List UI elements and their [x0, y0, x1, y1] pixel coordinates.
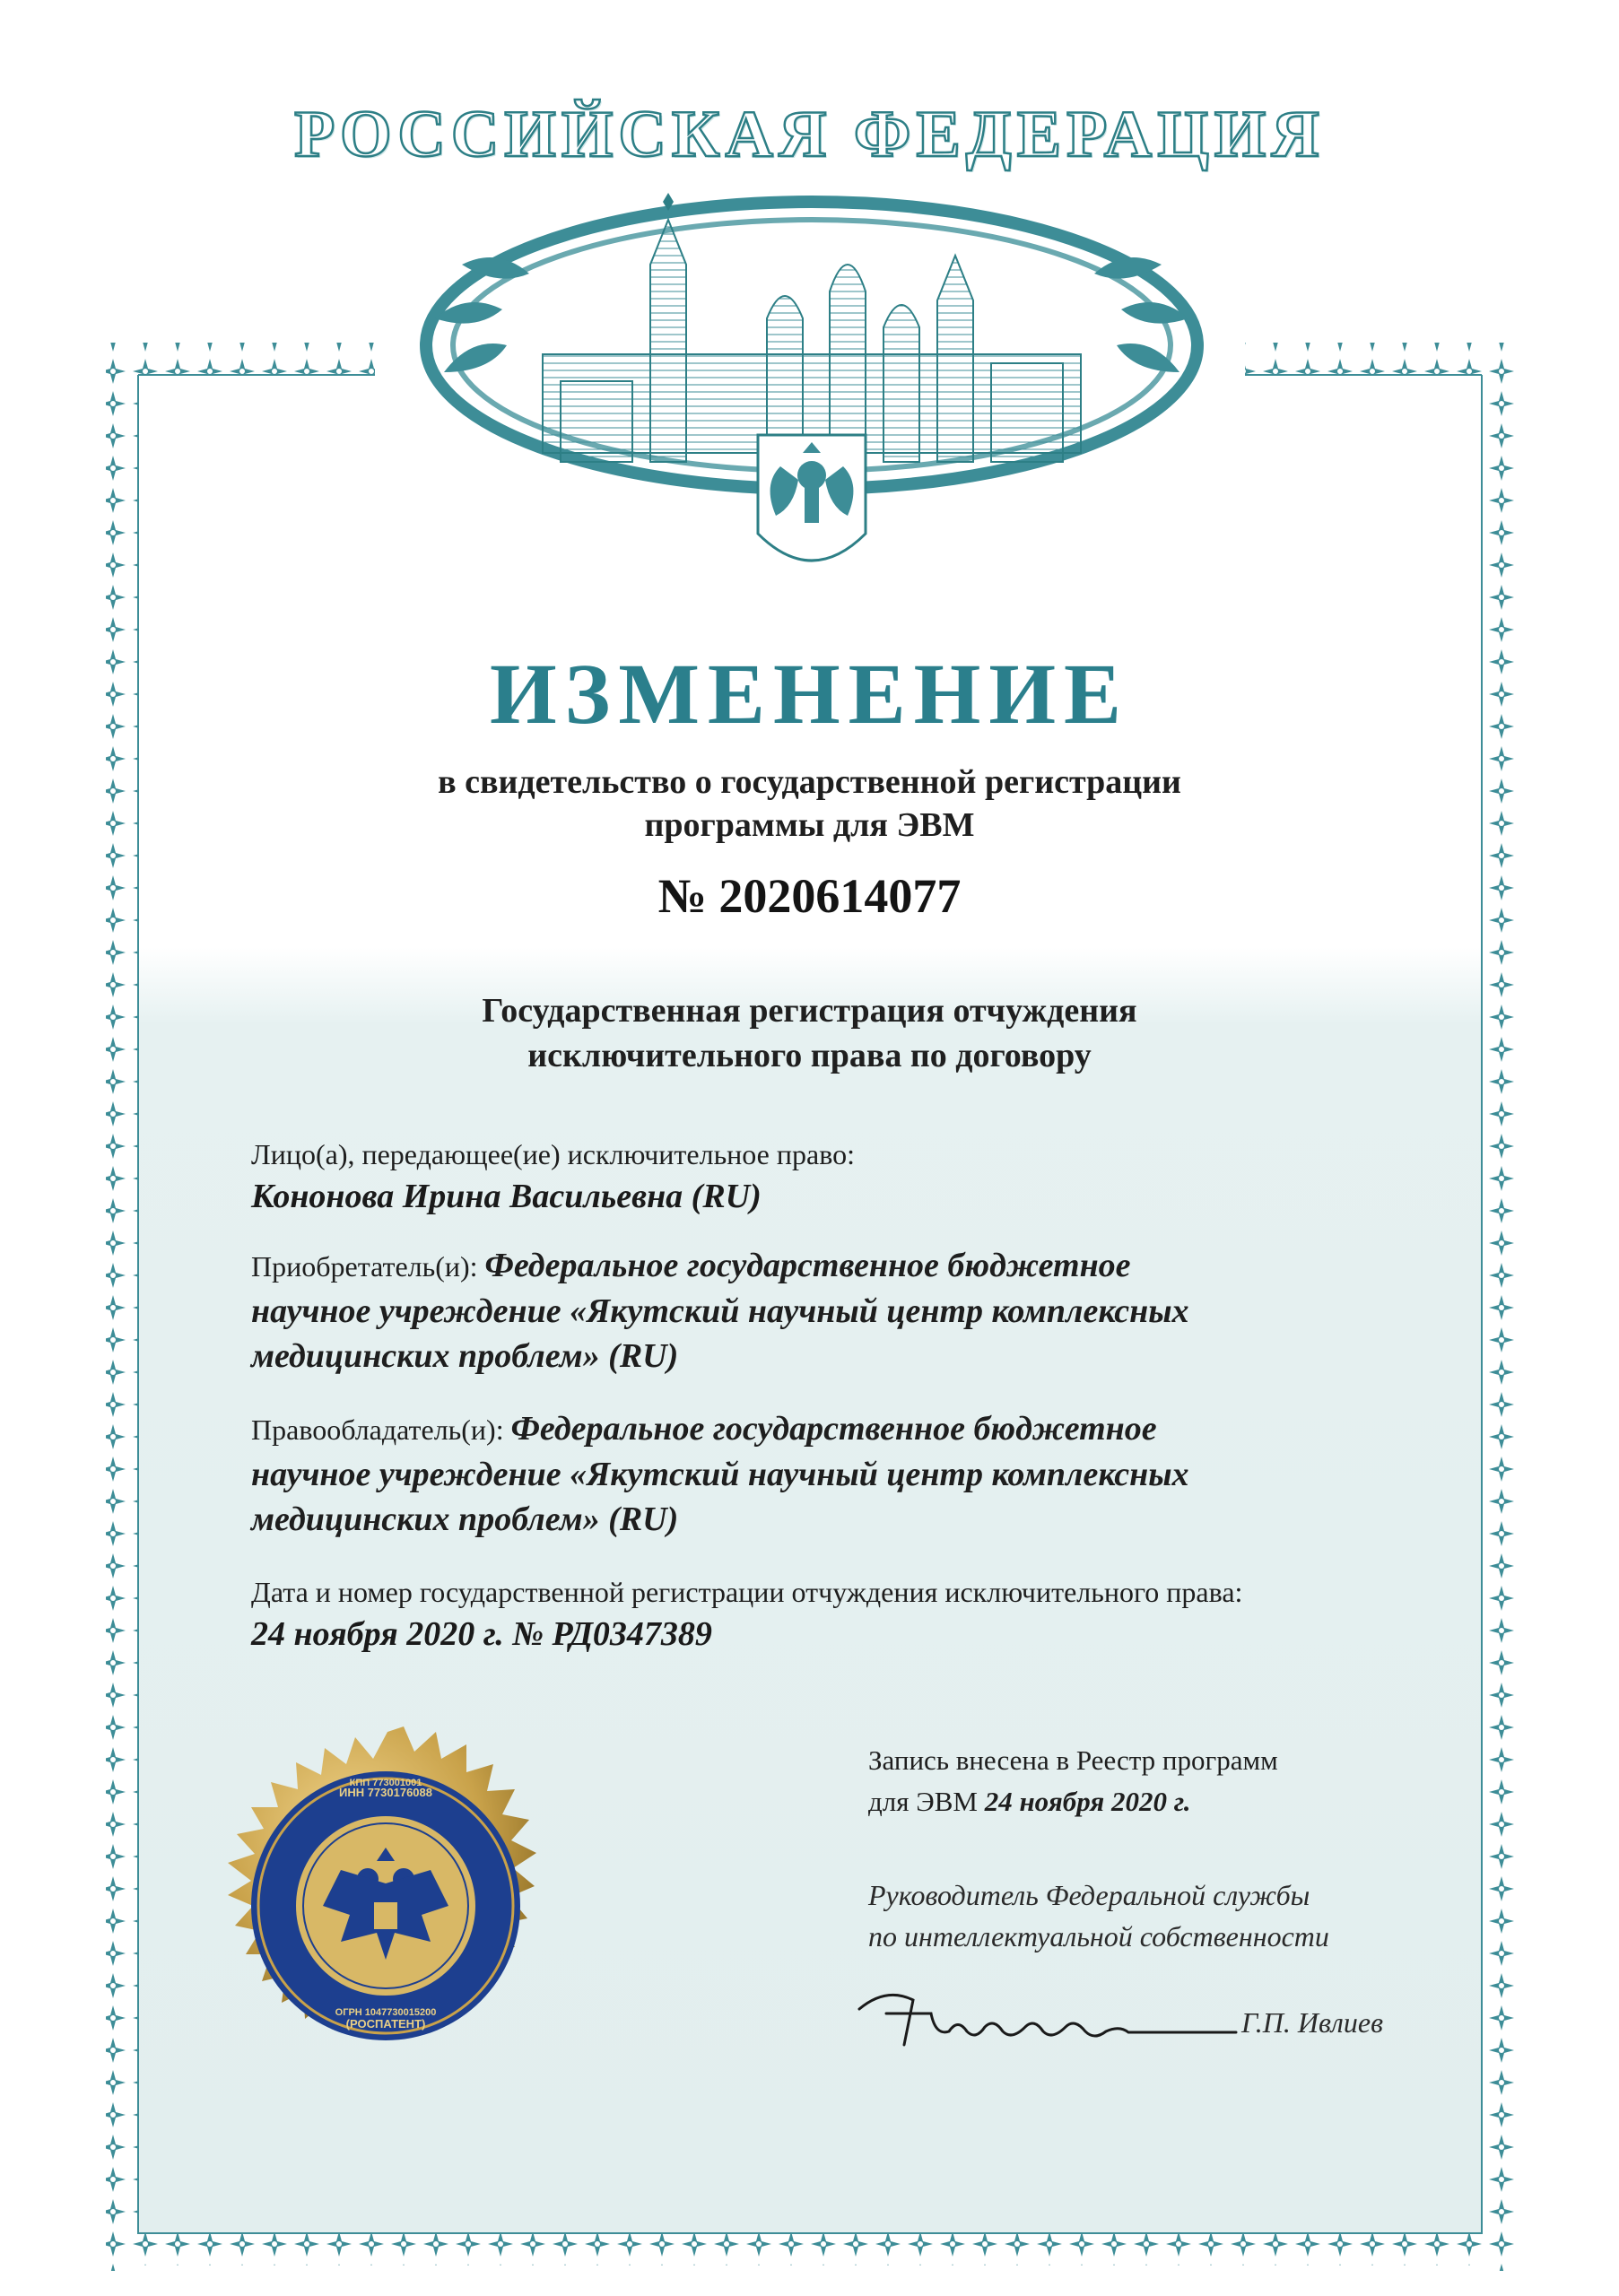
acquirer-value-line: медицинских проблем» (RU) — [251, 1337, 679, 1375]
document-title: ИЗМЕНЕНИЕ — [489, 646, 1130, 742]
acquirer-value-line: Федеральное государственное бюджетное — [484, 1247, 1131, 1284]
registry-date: 24 ноября 2020 г. — [984, 1786, 1191, 1817]
holder-value-line: медицинских проблем» (RU) — [251, 1500, 679, 1538]
registry-line-prefix: для ЭВМ — [868, 1786, 985, 1817]
handwritten-signature — [850, 1982, 1245, 2054]
signatory-title — [868, 1874, 1424, 1957]
certificate-number: № 2020614077 — [657, 869, 962, 923]
registration-heading — [0, 988, 1619, 1078]
registry-entry — [868, 1740, 1424, 1822]
holder-field — [251, 1406, 1408, 1542]
signatory-title-line: Руководитель Федеральной службы — [868, 1879, 1310, 1911]
holder-value-line: Федеральное государственное бюджетное — [510, 1410, 1157, 1448]
acquirer-label: Приобретатель(и): — [251, 1250, 478, 1283]
official-seal — [206, 1726, 601, 2121]
seal-city: (РОСПАТЕНТ) — [345, 2017, 426, 2031]
holder-label: Правообладатель(и): — [251, 1413, 504, 1446]
date-value: 24 ноября 2020 г. № РД0347389 — [251, 1615, 712, 1653]
document-subtitle — [0, 761, 1619, 847]
acquirer-field — [251, 1243, 1408, 1378]
subtitle-line: в свидетельство о государственной регистрации — [438, 763, 1181, 801]
heading-line: Государственная регистрация отчуждения — [482, 992, 1137, 1030]
seal-ogrn: ОГРН 1047730015200 — [335, 2007, 437, 2018]
date-label: Дата и номер государственной регистрации отчуждения исключительного права: — [251, 1576, 1243, 1608]
subtitle-line: программы для ЭВМ — [644, 806, 975, 844]
seal-inn: ИНН 7730176088 — [338, 1786, 433, 1799]
country-header: РОССИЙСКАЯ ФЕДЕРАЦИЯ — [294, 98, 1325, 171]
signatory-name: Г.П. Ивлиев — [1241, 2006, 1383, 2039]
transferor-value: Кононова Ирина Васильевна (RU) — [251, 1178, 762, 1215]
acquirer-value-line: научное учреждение «Якутский научный центр комплексных — [251, 1292, 1189, 1330]
holder-value-line: научное учреждение «Якутский научный центр комплексных — [251, 1456, 1189, 1493]
registry-line: Запись внесена в Реестр программ — [868, 1744, 1278, 1776]
kremlin-emblem — [381, 166, 1242, 632]
transferor-label: Лицо(а), передающее(ие) исключительное право: — [251, 1138, 855, 1170]
signatory-title-line: по интеллектуальной собственности — [868, 1920, 1329, 1952]
heading-line: исключительного права по договору — [527, 1037, 1092, 1074]
seal-kpp: КПП 773001001 — [349, 1778, 422, 1788]
